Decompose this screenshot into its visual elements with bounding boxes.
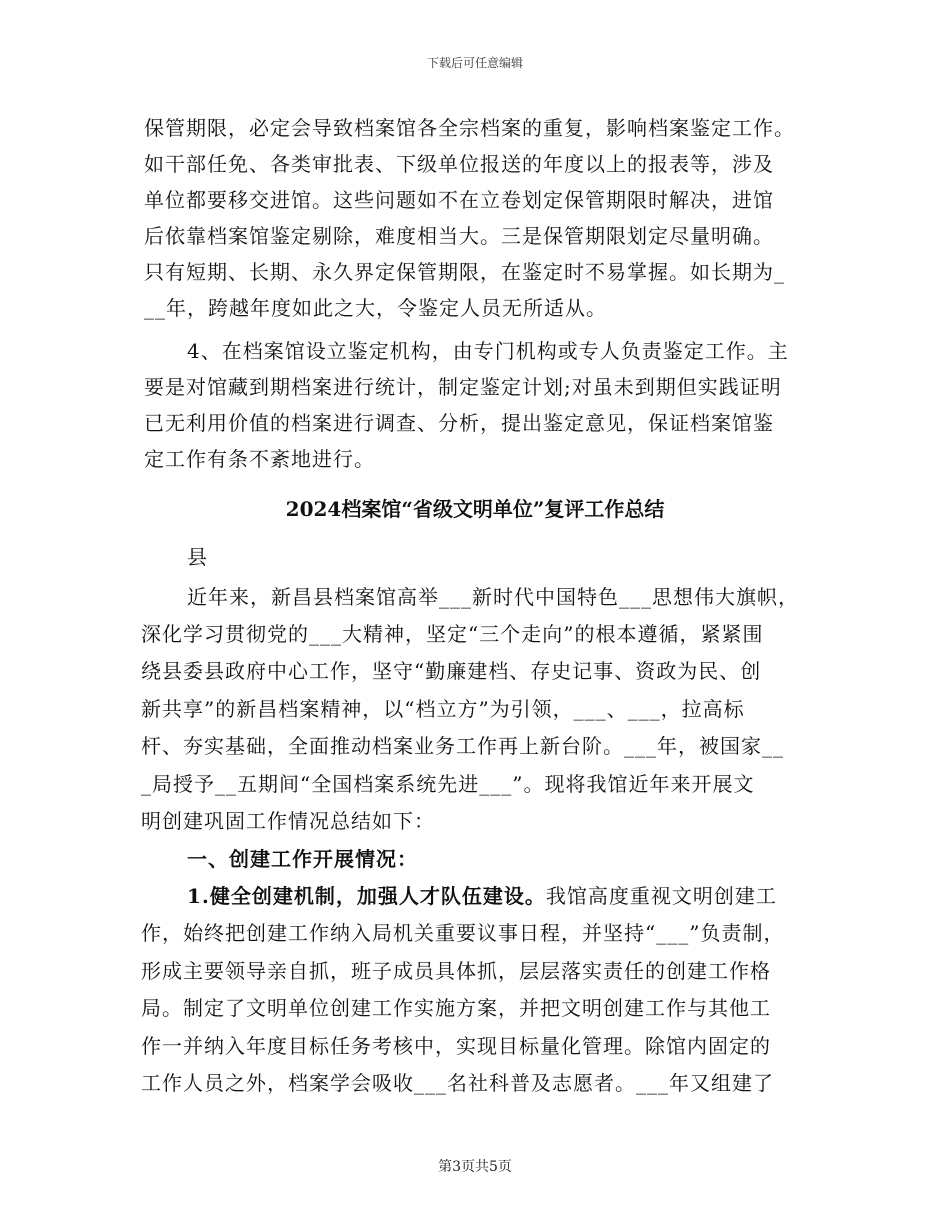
- point4-line-2: 要是对馆藏到期档案进行统计，制定鉴定计划;对虽未到期但实践证明: [144, 375, 782, 399]
- section1-line-5: 作一并纳入年度目标任务考核中，实现目标量化管理。除馆内固定的: [141, 1034, 771, 1058]
- section1-subheading: 1.健全创建机制，加强人才队伍建设。: [187, 884, 546, 908]
- point4-line-1: 4、在档案馆设立鉴定机构，由专门机构或专人负责鉴定工作。主: [187, 339, 789, 363]
- section1-first-line: [187, 884, 777, 908]
- section1-first-line-rest: 我馆高度重视文明创建工: [545, 884, 777, 908]
- intro-line-1: 近年来，新昌县档案馆高举___新时代中国特色___思想伟大旗帜，: [187, 585, 799, 609]
- continuation-line-6: __年，跨越年度如此之大，令鉴定人员无所适从。: [144, 296, 607, 320]
- section1-line-4: 局。制定了文明单位创建工作实施方案，并把文明创建工作与其他工: [141, 996, 771, 1020]
- section1-heading: 一、创建工作开展情况：: [187, 847, 418, 871]
- point4-line-4: 定工作有条不紊地进行。: [144, 447, 375, 471]
- continuation-line-2: 如干部任免、各类审批表、下级单位报送的年度以上的报表等，涉及: [144, 152, 774, 176]
- intro-line-4: 新共享”的新昌档案精神，以“档立方”为引领，___、___，拉高标: [141, 697, 745, 721]
- page-header-note: 下载后可任意编辑: [426, 56, 523, 70]
- point4-line-3: 已无利用价值的档案进行调查、分析，提出鉴定意见，保证档案馆鉴: [144, 411, 774, 435]
- continuation-line-3: 单位都要移交进馆。这些问题如不在立卷划定保管期限时解决，进馆: [144, 188, 774, 212]
- intro-line-7: 明创建巩固工作情况总结如下：: [141, 809, 435, 833]
- section1-line-6: 工作人员之外，档案学会吸收___名社科普及志愿者。___年又组建了: [141, 1071, 774, 1095]
- section1-line-3: 形成主要领导亲自抓，班子成员具体抓，层层落实责任的创建工作格: [141, 959, 771, 983]
- continuation-line-4: 后依靠档案馆鉴定剔除，难度相当大。三是保管期限划定尽量明确。: [144, 224, 774, 248]
- county-label: 县: [187, 545, 208, 569]
- document-title: 2024档案馆“省级文明单位”复评工作总结: [285, 497, 665, 521]
- section1-line-2: 作，始终把创建工作纳入局机关重要议事日程，并坚持“___”负责制，: [141, 921, 785, 945]
- intro-line-6: _局授予__五期间“全国档案系统先进___”。现将我馆近年来开展文: [141, 772, 755, 796]
- intro-line-3: 绕县委县政府中心工作，坚守“勤廉建档、存史记事、资政为民、创: [141, 659, 762, 683]
- page-number: 第3页共5页: [438, 1159, 512, 1175]
- intro-line-5: 杆、夯实基础，全面推动档案业务工作再上新台阶。___年，被国家__: [141, 734, 784, 758]
- continuation-line-1: 保管期限，必定会导致档案馆各全宗档案的重复，影响档案鉴定工作。: [144, 116, 795, 140]
- intro-line-2: 深化学习贯彻党的___大精神，坚定“三个走向”的根本遵循，紧紧围: [141, 622, 764, 646]
- continuation-line-5: 只有短期、长期、永久界定保管期限，在鉴定时不易掌握。如长期为_: [144, 260, 785, 284]
